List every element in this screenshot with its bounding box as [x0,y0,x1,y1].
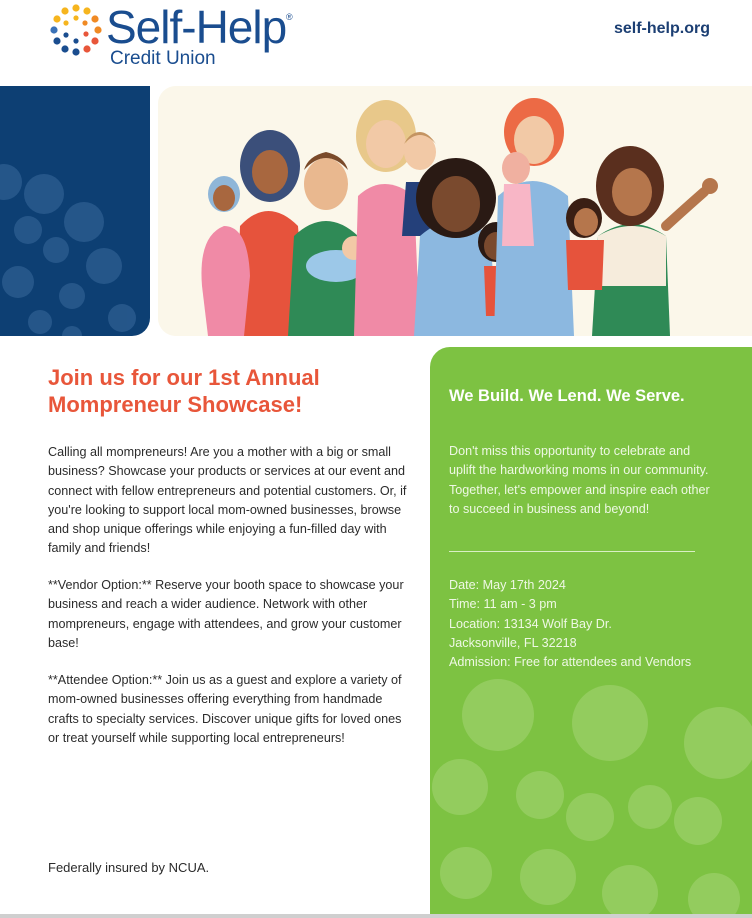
header [0,0,752,86]
intro-paragraph: Calling all mompreneurs! Are you a mother with a big or small business? Showcase your products or services at our event and connect with fellow entrepreneurs and potential customers. Or, if you're looking to support local mom-owned businesses, browse and shop unique offerings while enjoying a fun-filled day with family and friends! [48,445,407,556]
logo-subtitle: Credit Union [110,48,216,69]
decorative-bubbles-icon [430,677,752,918]
headline-line-1: Join us for our 1st Annual [48,365,320,390]
decorative-bubbles-icon [0,86,150,336]
logo-registered-mark: ® [286,12,293,22]
site-url-link[interactable]: self-help.org [613,20,710,37]
attendee-option-paragraph: **Attendee Option:** Join us as a guest and explore a variety of mom-owned businesses offering everything from handmade crafts to specialty services. Discover unique gifts for loved ones or treat yourself while supporting local entrepreneurs! [48,673,402,745]
tagline: We Build. We Lend. We Serve. [449,387,685,405]
mothers-illustration-icon [158,86,752,336]
event-date: Date: May 17th 2024 [449,578,566,592]
hero-illustration [158,86,752,336]
divider [449,551,695,552]
sun-dots-logo-icon [48,2,104,58]
event-location-city: Jacksonville, FL 32218 [449,635,577,650]
vendor-option-paragraph: **Vendor Option:** Reserve your booth space to showcase your business and reach a wider audience. Network with other mompreneurs, engage with attendees, and grow your customer base! [48,578,404,650]
event-admission: Admission: Free for attendees and Vendors [449,655,692,670]
page-bottom-border [0,914,752,918]
event-details [449,576,739,672]
event-location-street: Location: 13134 Wolf Bay Dr. [449,616,612,631]
event-details-panel [430,347,752,918]
headline-block [48,364,410,418]
headline-line-2: Mompreneur Showcase! [48,392,303,417]
self-help-logo[interactable] [48,2,308,74]
panel-intro: Don't miss this opportunity to celebrate and uplift the hardworking moms in our community. Together, let's empower and inspire each other to succeed in business and beyond! [449,444,710,516]
hero-blue-panel [0,86,150,336]
ncua-disclaimer: Federally insured by NCUA. [48,860,210,875]
logo-name: Self-Help [106,1,287,53]
event-time: Time: 11 am - 3 pm [449,597,557,612]
